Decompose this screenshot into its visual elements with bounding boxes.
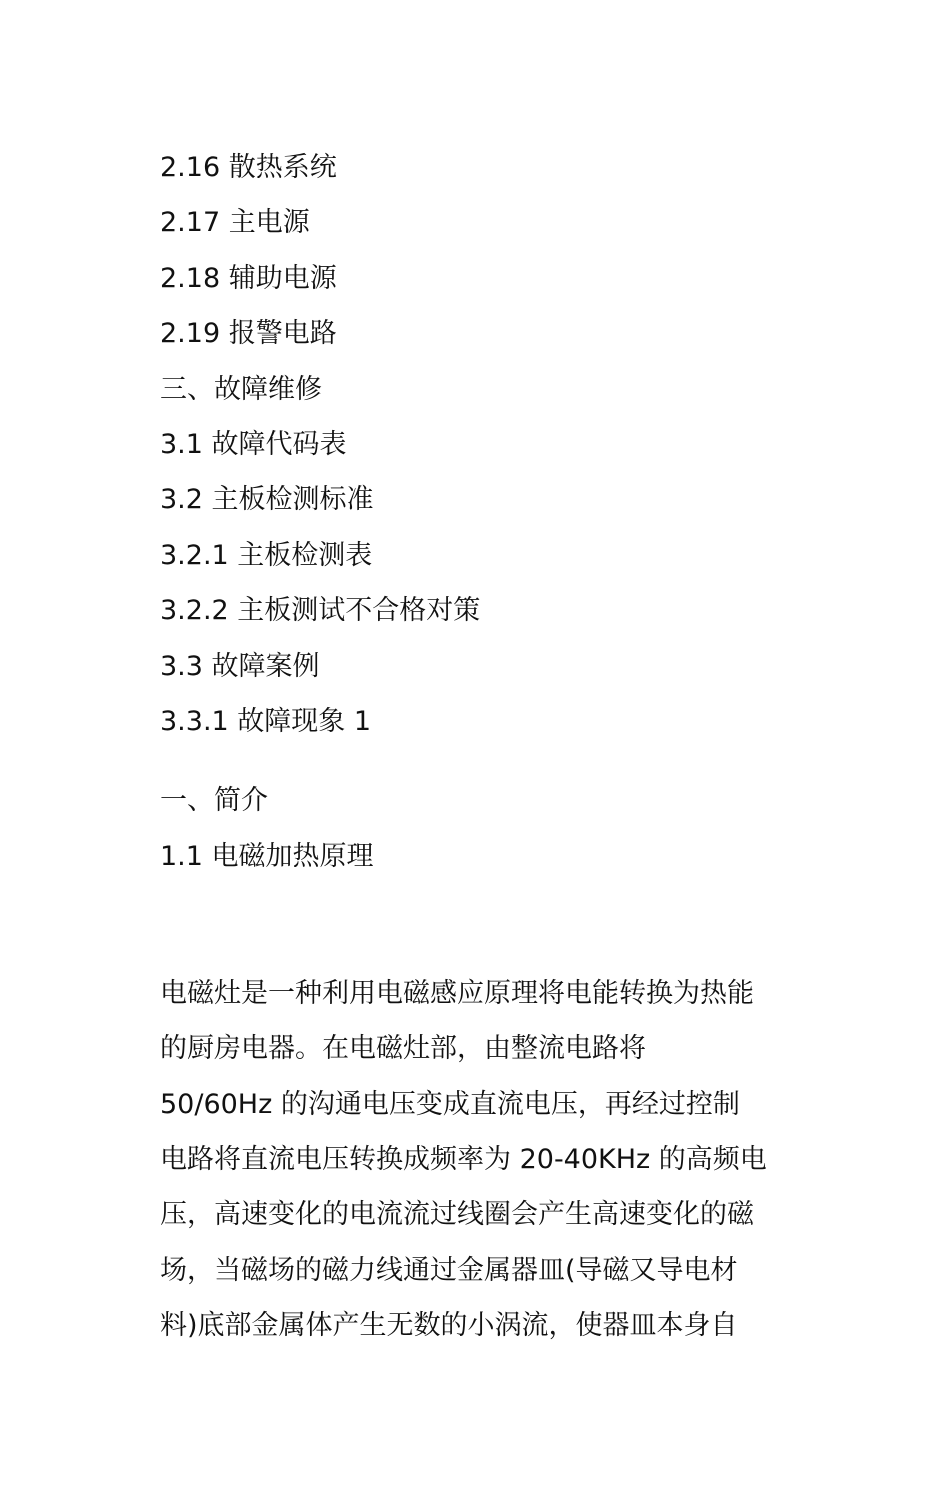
toc-item: 2.18 辅助电源 <box>160 262 337 294</box>
paragraph-line: 电磁灶是一种利用电磁感应原理将电能转换为热能 <box>160 978 754 1010</box>
toc-item: 3.3.1 故障现象 1 <box>160 705 372 737</box>
toc-item: 3.3 故障案例 <box>160 650 320 682</box>
paragraph-line: 场，当磁场的磁力线通过金属器皿(导磁又导电材 <box>160 1254 738 1286</box>
paragraph-line: 压，高速变化的电流流过线圈会产生高速变化的磁 <box>160 1199 754 1231</box>
section-subheading: 1.1 电磁加热原理 <box>160 840 374 872</box>
paragraph-line: 的厨房电器。在电磁灶部，由整流电路将 <box>160 1033 646 1065</box>
paragraph-line: 50/60Hz 的沟通电压变成直流电压，再经过控制 <box>160 1088 740 1120</box>
spacer <box>160 749 800 773</box>
spacer <box>160 884 800 966</box>
table-of-contents <box>160 140 800 749</box>
body-paragraph <box>160 966 800 1353</box>
toc-item: 3.2.2 主板测试不合格对策 <box>160 595 481 627</box>
toc-item: 2.17 主电源 <box>160 207 310 239</box>
toc-item: 三、故障维修 <box>160 373 322 405</box>
section-heading: 一、简介 <box>160 785 268 817</box>
document-page <box>160 140 800 1353</box>
toc-item: 3.2 主板检测标准 <box>160 484 374 516</box>
toc-item: 2.16 散热系统 <box>160 152 337 183</box>
paragraph-line: 电路将直流电压转换成频率为 20-40KHz 的高频电 <box>160 1143 767 1175</box>
toc-item: 3.2.1 主板检测表 <box>160 539 373 571</box>
toc-item: 2.19 报警电路 <box>160 318 337 350</box>
paragraph-line: 料)底部金属体产生无数的小涡流，使器皿本身自 <box>160 1309 738 1341</box>
toc-item: 3.1 故障代码表 <box>160 428 347 460</box>
